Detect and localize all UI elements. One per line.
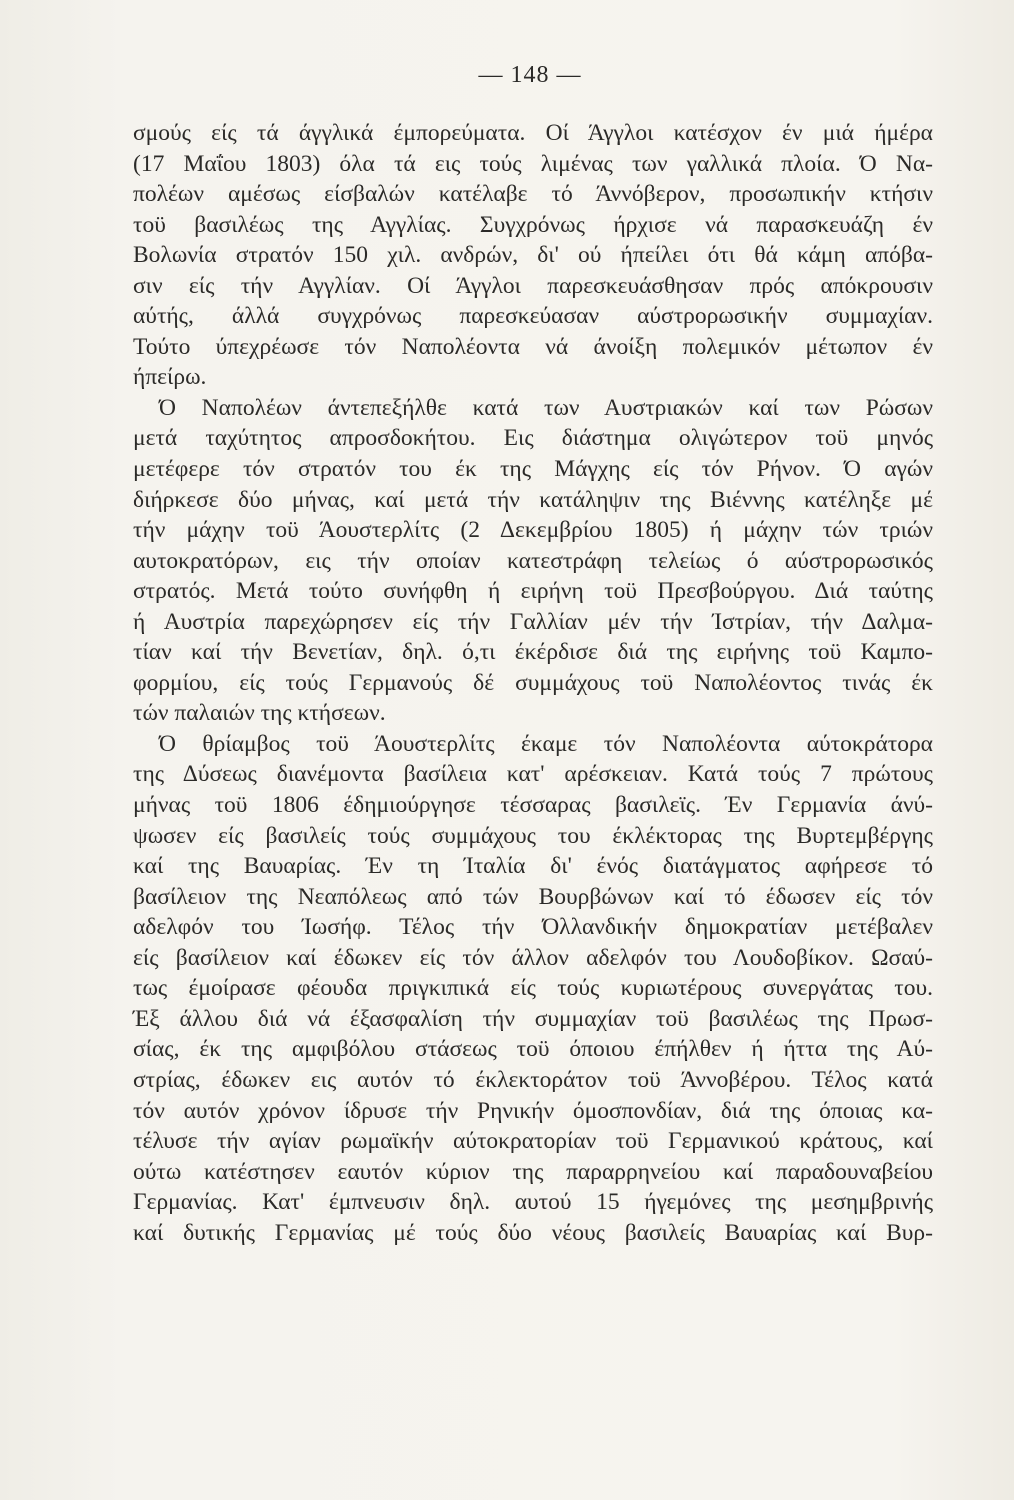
text-line: τως έμοίρασε φέουδα πριγκιπικά είς τούς κυριωτέρους συνεργάτας του. xyxy=(133,975,933,1002)
text-line: Τούτο ύπεχρέωσε τόν Ναπολέοντα νά άνοίξη πολεμικόν μέτωπον έν xyxy=(133,333,933,360)
text-line: Έξ άλλου διά νά έξασφαλίση τήν συμμαχίαν τοϋ βασιλέως της Πρωσ- xyxy=(133,1005,933,1032)
text-line: μετά ταχύτητος απροσδοκήτου. Εις διάστημα ολιγώτερον τοϋ μηνός xyxy=(133,425,933,452)
page-number: — 148 — xyxy=(478,62,582,88)
text-line: Ό θρίαμβος τοϋ Άουστερλίτς έκαμε τόν Ναπολέοντα αύτοκράτορα xyxy=(159,730,933,757)
text-line: πολέων αμέσως είσβαλών κατέλαβε τό Άννόβερον, προσωπικήν κτήσιν xyxy=(133,181,933,208)
text-line: είς βασίλειον καί έδωκεν είς τόν άλλον αδελφόν του Λουδοβίκον. Ωσαύ- xyxy=(133,944,933,971)
text-line: τίαν καί τήν Βενετίαν, δηλ. ό,τι έκέρδισε διά της ειρήνης τοϋ Καμπο- xyxy=(133,639,933,666)
text-line: φορμίου, είς τούς Γερμανούς δέ συμμάχους τοϋ Ναπολέοντος τινάς έκ xyxy=(133,669,933,696)
text-line: Βολωνία στρατόν 150 χιλ. ανδρών, δι' ού ήπείλει ότι θά κάμη απόβα- xyxy=(133,242,933,269)
body-text xyxy=(133,118,933,1248)
text-line: (17 Μαΐου 1803) όλα τά εις τούς λιμένας των γαλλικά πλοία. Ό Να- xyxy=(133,150,933,177)
text-line: μετέφερε τόν στρατόν του έκ της Μάγχης είς τόν Ρήνον. Ό αγών xyxy=(133,456,933,483)
text-line: καί δυτικής Γερμανίας μέ τούς δύο νέους βασιλείς Βαυαρίας καί Βυρ- xyxy=(133,1219,933,1246)
text-line: αύτής, άλλά συγχρόνως παρεσκεύασαν αύστρορωσικήν συμμαχίαν. xyxy=(133,303,933,330)
text-line: ή Αυστρία παρεχώρησεν είς τήν Γαλλίαν μέν τήν Ίστρίαν, τήν Δαλμα- xyxy=(133,608,933,635)
text-line: Ό Ναπολέων άντεπεξήλθε κατά των Αυστριακών καί των Ρώσων xyxy=(159,394,933,421)
text-line: τήν μάχην τοϋ Άουστερλίτς (2 Δεκεμβρίου 1805) ή μάχην τών τριών xyxy=(133,517,933,544)
text-line: Γερμανίας. Κατ' έμπνευσιν δηλ. αυτού 15 ήγεμόνες της μεσημβρινής xyxy=(133,1189,933,1216)
text-line: ούτω κατέστησεν εαυτόν κύριον της παραρρηνείου καί παραδουναβείου xyxy=(133,1158,933,1185)
text-line: τέλυσε τήν αγίαν ρωμαϊκήν αύτοκρατορίαν τοϋ Γερμανικού κράτους, καί xyxy=(133,1128,933,1155)
text-line: ψωσεν είς βασιλείς τούς συμμάχους του έκλέκτορας της Βυρτεμβέργης xyxy=(133,822,933,849)
text-line: καί της Βαυαρίας. Έν τη Ίταλία δι' ένός διατάγματος αφήρεσε τό xyxy=(133,853,933,880)
text-line: ήπείρω. xyxy=(133,364,207,391)
text-line: τόν αυτόν χρόνον ίδρυσε τήν Ρηνικήν όμοσπονδίαν, διά της όποιας κα- xyxy=(133,1097,933,1124)
text-line: αδελφόν του Ίωσήφ. Τέλος τήν Όλλανδικήν δημοκρατίαν μετέβαλεν xyxy=(133,914,933,941)
text-line: βασίλειον της Νεαπόλεως από τών Βουρβώνων καί τό έδωσεν είς τόν xyxy=(133,883,933,910)
text-line: σιν είς τήν Αγγλίαν. Οί Άγγλοι παρεσκευάσθησαν πρός απόκρουσιν xyxy=(133,272,933,299)
text-line: στρατός. Μετά τούτο συνήφθη ή ειρήνη τοϋ Πρεσβούργου. Διά ταύτης xyxy=(133,578,933,605)
text-line: τών παλαιών της κτήσεων. xyxy=(133,700,386,727)
text-line: τοϋ βασιλέως της Αγγλίας. Συγχρόνως ήρχισε νά παρασκευάζη έν xyxy=(133,211,933,238)
text-line: σμούς είς τά άγγλικά έμπορεύματα. Οί Άγγλοι κατέσχον έν μιά ήμέρα xyxy=(133,120,933,146)
text-line: στρίας, έδωκεν εις αυτόν τό έκλεκτοράτον τοϋ Άννοβέρου. Τέλος κατά xyxy=(133,1066,933,1093)
text-line: σίας, έκ της αμφιβόλου στάσεως τοϋ όποιου έπήλθεν ή ήττα της Αύ- xyxy=(133,1036,933,1063)
text-line: αυτοκρατόρων, εις τήν οποίαν κατεστράφη τελείως ό αύστρορωσικός xyxy=(133,547,933,574)
text-line: μήνας τοϋ 1806 έδημιούργησε τέσσαρας βασιλεϊς. Έν Γερμανία άνύ- xyxy=(133,792,933,819)
text-line: της Δύσεως διανέμοντα βασίλεια κατ' αρέσκειαν. Κατά τούς 7 πρώτους xyxy=(133,761,933,788)
text-line: διήρκεσε δύο μήνας, καί μετά τήν κατάληψιν της Βιέννης κατέληξε μέ xyxy=(133,486,933,513)
